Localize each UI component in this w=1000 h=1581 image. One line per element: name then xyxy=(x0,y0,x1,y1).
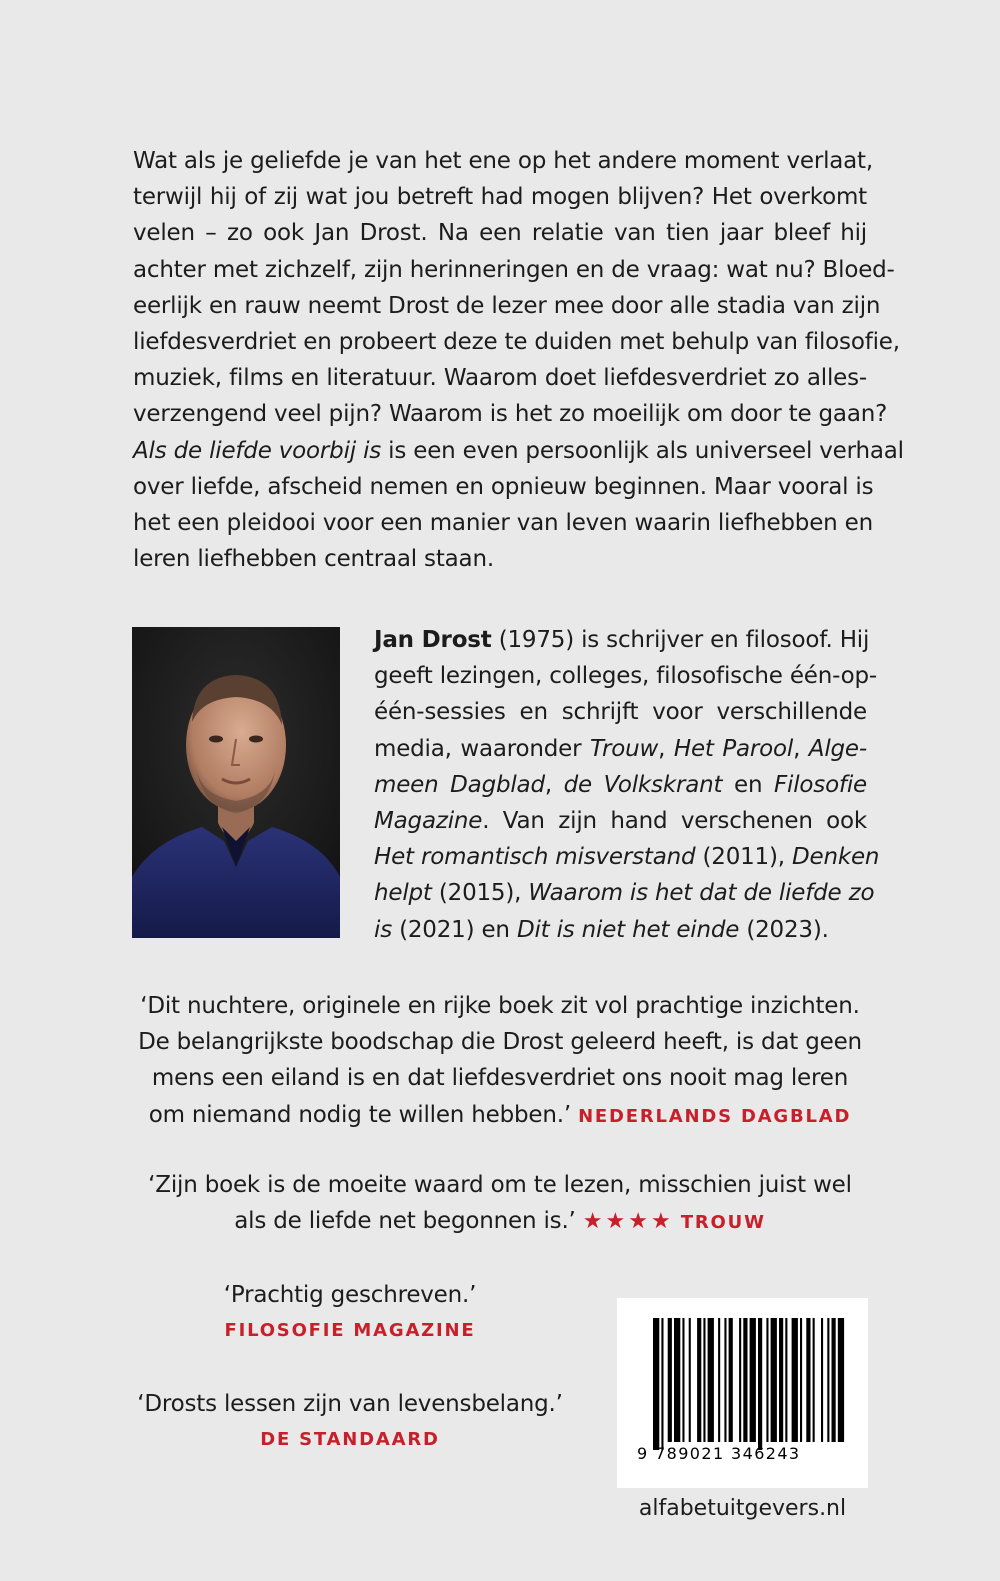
bio-fragment: en xyxy=(722,771,774,798)
barcode-bar xyxy=(821,1318,823,1442)
quote-line xyxy=(100,1097,900,1135)
barcode-bar xyxy=(779,1318,783,1442)
book-title: Waarom is het dat de liefde zo xyxy=(528,880,875,907)
blurb-line: muziek, films en literatuur. Waarom doet liefdesverdriet zo alles- xyxy=(133,365,867,392)
barcode-bar xyxy=(838,1318,844,1442)
bio-fragment: (2011), xyxy=(695,844,792,871)
barcode-bar xyxy=(689,1318,691,1442)
bio-line: één-sessies en schrijft voor verschillende xyxy=(374,699,867,726)
blurb-line: achter met zichzelf, zijn herinneringen en de vraag: wat nu? Bloed- xyxy=(133,256,895,283)
bio-fragment: , xyxy=(658,735,674,762)
barcode-bar xyxy=(674,1318,680,1442)
barcode-bar xyxy=(729,1318,733,1442)
quote-line: ‘Zijn boek is de moeite waard om te lezen, misschien juist wel xyxy=(148,1172,852,1198)
bio-line: geeft lezingen, colleges, filosofische één-op- xyxy=(374,663,877,690)
blurb-line: Wat als je geliefde je van het ene op het andere moment verlaat, xyxy=(133,148,873,174)
barcode-bar xyxy=(766,1318,768,1442)
media-title: de Volkskrant xyxy=(563,771,723,798)
barcode-bar xyxy=(668,1318,672,1442)
book-title: is xyxy=(374,916,392,943)
media-title: Trouw xyxy=(589,735,659,762)
blurb-line: het een pleidooi voor een manier van leven waarin liefhebben en xyxy=(133,510,873,537)
barcode-bar xyxy=(827,1318,829,1442)
barcode-bar xyxy=(703,1318,705,1442)
bio-fragment: (1975) is schrijver en filosoof. Hij xyxy=(491,627,870,653)
bio-line xyxy=(374,767,867,803)
quote-source: FILOSOFIE MAGAZINE xyxy=(224,1320,476,1342)
review-quote-nederlands-dagblad xyxy=(100,988,900,1135)
blurb-fragment: is een even persoonlijk als universeel verhaal xyxy=(381,437,904,464)
quote-line: ‘Prachtig geschreven.’ xyxy=(223,1282,477,1308)
quote-line: De belangrijkste boodschap die Drost geleerd heeft, is dat geen xyxy=(138,1029,862,1056)
barcode-bar xyxy=(697,1318,701,1442)
blurb-line: liefdesverdriet en probeert deze te duiden met behulp van filosofie, xyxy=(133,329,900,356)
blurb-line: over liefde, afscheid nemen en opnieuw beginnen. Maar vooral is xyxy=(133,473,874,500)
bio-fragment: (2015), xyxy=(431,880,529,907)
bio-fragment: (2023). xyxy=(739,916,829,943)
book-title: Dit is niet het einde xyxy=(516,916,740,943)
blurb-line: eerlijk en rauw neemt Drost de lezer mee door alle stadia van zijn xyxy=(133,292,881,319)
bio-line xyxy=(374,912,867,948)
bio-fragment: . Van zijn hand verschenen ook xyxy=(482,808,867,835)
isbn-number: 9 789021 346243 xyxy=(637,1444,801,1463)
quote-fragment: als de liefde net begonnen is.’ xyxy=(234,1208,576,1235)
book-title: Als de liefde voorbij is xyxy=(133,437,382,464)
barcode-bar xyxy=(708,1318,714,1442)
media-title: Magazine xyxy=(374,808,483,835)
author-photo xyxy=(132,627,340,938)
bio-fragment: , xyxy=(793,735,809,762)
bio-line xyxy=(374,875,875,911)
quote-line: ‘Dit nuchtere, originele en rijke boek zit vol prachtige inzichten. xyxy=(140,993,860,1019)
bio-line xyxy=(374,622,870,658)
barcode-bar xyxy=(739,1318,741,1442)
review-quote-de-standaard xyxy=(120,1386,580,1458)
media-title: Filosofie xyxy=(774,771,867,798)
barcode-bar xyxy=(792,1318,798,1442)
quote-source: DE STANDAARD xyxy=(260,1429,440,1451)
barcode-bar xyxy=(718,1318,720,1442)
blurb-line: verzengend veel pijn? Waarom is het zo moeilijk om door te gaan? xyxy=(133,401,888,428)
publisher-website: alfabetuitgevers.nl xyxy=(638,1496,847,1521)
barcode-bar xyxy=(806,1318,810,1442)
barcode-bar xyxy=(653,1318,659,1450)
review-quote-filosofie-magazine xyxy=(150,1277,550,1349)
quote-source: NEDERLANDS DAGBLAD xyxy=(578,1105,852,1127)
barcode-bar xyxy=(724,1318,726,1442)
quote-source: TROUW xyxy=(680,1212,766,1234)
bio-fragment: media, waaronder xyxy=(374,735,590,762)
bio-line xyxy=(374,803,867,839)
author-name: Jan Drost xyxy=(374,627,492,653)
quote-line xyxy=(100,1203,900,1241)
quote-fragment: om niemand nodig te willen hebben.’ xyxy=(148,1101,571,1128)
barcode-bar xyxy=(785,1318,787,1442)
barcode-bar xyxy=(832,1318,836,1442)
isbn-barcode xyxy=(617,1298,868,1488)
blurb-text xyxy=(133,143,904,577)
bio-fragment: (2021) en xyxy=(391,916,517,943)
bio-line xyxy=(374,839,880,875)
barcode-bar xyxy=(771,1318,777,1442)
barcode-bar xyxy=(800,1318,802,1442)
bio-fragment: , xyxy=(544,771,564,798)
barcode-bar xyxy=(750,1318,756,1442)
media-title: meen Dagblad xyxy=(374,771,545,798)
barcode-bar xyxy=(813,1318,815,1442)
bio-line xyxy=(374,731,867,767)
rating-stars-icon: ★★★★ xyxy=(582,1209,674,1235)
quote-line: mens een eiland is en dat liefdesverdriet ons nooit mag leren xyxy=(151,1065,849,1092)
author-portrait-image xyxy=(132,627,340,938)
quote-line: ‘Drosts lessen zijn van levensbelang.’ xyxy=(137,1391,563,1417)
barcode-bar xyxy=(682,1318,684,1442)
blurb-line: velen – zo ook Jan Drost. Na een relatie van tien jaar bleef hij xyxy=(133,220,867,247)
media-title: Het Parool xyxy=(673,735,794,762)
book-title: helpt xyxy=(374,880,432,907)
media-title: Alge- xyxy=(808,735,867,762)
author-bio xyxy=(374,622,880,948)
blurb-line: terwijl hij of zij wat jou betreft had mogen blijven? Het overkomt xyxy=(133,184,867,211)
barcode-bar xyxy=(758,1318,762,1450)
review-quote-trouw xyxy=(100,1167,900,1241)
barcode-bar xyxy=(661,1318,663,1450)
blurb-line xyxy=(133,433,904,469)
barcode-bar xyxy=(743,1318,747,1442)
blurb-line: leren liefhebben centraal staan. xyxy=(133,546,494,573)
book-title: Denken xyxy=(792,844,880,871)
book-title: Het romantisch misverstand xyxy=(374,844,696,871)
